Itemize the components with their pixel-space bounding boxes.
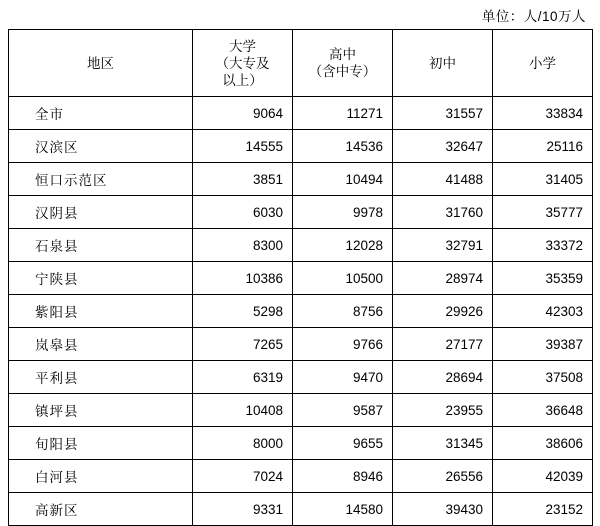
cell-junior-high: 41488 [393,163,493,196]
cell-primary: 39387 [493,328,593,361]
cell-high-school: 10494 [293,163,393,196]
cell-junior-high: 39430 [393,493,493,526]
cell-junior-high: 28694 [393,361,493,394]
cell-region: 平利县 [9,361,193,394]
column-header-junior-high: 初中 [393,30,493,97]
cell-university: 9331 [193,493,293,526]
cell-junior-high: 27177 [393,328,493,361]
cell-junior-high: 31345 [393,427,493,460]
table-header-row [9,30,593,97]
table-row [9,130,593,163]
table-row [9,262,593,295]
education-level-table [8,29,593,526]
cell-high-school: 8756 [293,295,393,328]
table-row [9,394,593,427]
cell-region: 白河县 [9,460,193,493]
cell-primary: 25116 [493,130,593,163]
cell-primary: 38606 [493,427,593,460]
table-row [9,493,593,526]
cell-university: 10386 [193,262,293,295]
table-row [9,163,593,196]
table-row [9,229,593,262]
cell-university: 7024 [193,460,293,493]
cell-junior-high: 31760 [393,196,493,229]
cell-primary: 37508 [493,361,593,394]
cell-region: 全市 [9,97,193,130]
cell-region: 镇坪县 [9,394,193,427]
cell-high-school: 9978 [293,196,393,229]
cell-junior-high: 31557 [393,97,493,130]
cell-university: 9064 [193,97,293,130]
cell-high-school: 14536 [293,130,393,163]
cell-primary: 23152 [493,493,593,526]
cell-high-school: 9655 [293,427,393,460]
cell-region: 岚皋县 [9,328,193,361]
cell-university: 10408 [193,394,293,427]
table-body [9,97,593,526]
cell-region: 汉滨区 [9,130,193,163]
cell-primary: 35777 [493,196,593,229]
cell-region: 紫阳县 [9,295,193,328]
table-row [9,361,593,394]
cell-primary: 35359 [493,262,593,295]
cell-primary: 42303 [493,295,593,328]
table-row [9,427,593,460]
column-header-primary: 小学 [493,30,593,97]
cell-high-school: 9470 [293,361,393,394]
cell-high-school: 14580 [293,493,393,526]
table-row [9,328,593,361]
cell-high-school: 11271 [293,97,393,130]
cell-primary: 33372 [493,229,593,262]
cell-university: 8300 [193,229,293,262]
cell-high-school: 8946 [293,460,393,493]
cell-region: 宁陕县 [9,262,193,295]
table-row [9,295,593,328]
cell-junior-high: 32791 [393,229,493,262]
cell-high-school: 12028 [293,229,393,262]
cell-primary: 31405 [493,163,593,196]
cell-high-school: 9587 [293,394,393,427]
unit-note: 单位：人/10万人 [481,9,586,24]
column-header-university: 大学 （大专及 以上） [193,30,293,97]
cell-junior-high: 28974 [393,262,493,295]
table-row [9,196,593,229]
cell-university: 6030 [193,196,293,229]
cell-university: 3851 [193,163,293,196]
column-header-region: 地区 [9,30,193,97]
cell-high-school: 10500 [293,262,393,295]
cell-region: 石泉县 [9,229,193,262]
cell-junior-high: 32647 [393,130,493,163]
cell-junior-high: 26556 [393,460,493,493]
column-header-high-school: 高中 （含中专） [293,30,393,97]
cell-high-school: 9766 [293,328,393,361]
cell-region: 高新区 [9,493,193,526]
cell-primary: 33834 [493,97,593,130]
cell-region: 恒口示范区 [9,163,193,196]
cell-university: 8000 [193,427,293,460]
table-header [9,30,593,97]
table-row [9,97,593,130]
table-row [9,460,593,493]
cell-junior-high: 23955 [393,394,493,427]
cell-region: 汉阴县 [9,196,193,229]
cell-university: 6319 [193,361,293,394]
cell-region: 旬阳县 [9,427,193,460]
cell-university: 14555 [193,130,293,163]
cell-university: 5298 [193,295,293,328]
cell-junior-high: 29926 [393,295,493,328]
cell-university: 7265 [193,328,293,361]
cell-primary: 36648 [493,394,593,427]
cell-primary: 42039 [493,460,593,493]
